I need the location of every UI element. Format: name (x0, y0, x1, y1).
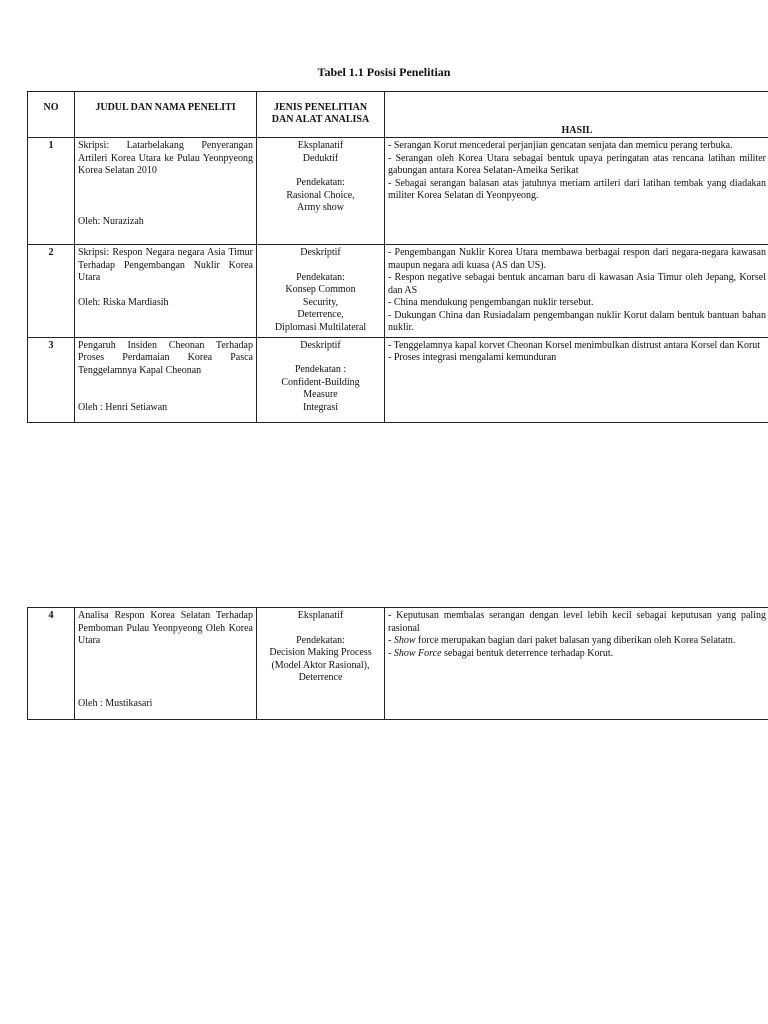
approach-line: (Model Aktor Rasional), (271, 659, 370, 671)
result-point: - Serangan Korut mencederai perjanjian gencatan senjata dan memicu perang terbuka. (388, 140, 733, 151)
result-text: sebagai bentuk deterrence terhadap Korut. (441, 647, 614, 659)
header-jenis (257, 92, 385, 138)
table-header-row (28, 92, 768, 138)
research-title: Analisa Respon Korea Selatan Terhadap Pemboman Pulau Yeonpyeong Oleh Korea Utara (78, 610, 253, 646)
result-point: - Tenggelamnya kapal korvet Cheonan Korsel menimbulkan distrust antara Korsel dan Korut (388, 339, 761, 351)
italic-term: Show Force (393, 647, 442, 659)
author: Oleh : Mustikasari (78, 697, 153, 709)
header-jenis-line1: JENIS PENELITIAN (273, 102, 368, 113)
table-row (28, 608, 768, 720)
table-row (28, 138, 768, 245)
author: Oleh: Riska Mardiasih (78, 296, 169, 308)
header-jenis-line2: DAN ALAT ANALISA (271, 113, 370, 125)
title-author-cell (75, 337, 257, 422)
approach-line: Measure (303, 389, 338, 400)
research-title: Skripsi: Respon Negara negara Asia Timur Terhadap Pengembangan Nuklir Korea Utara (78, 247, 253, 283)
approach-line: Confident-Building (281, 376, 360, 388)
result-point: - Show force merupakan bagian dari paket balasan yang diberikan oleh Korea Selatatn. (388, 635, 736, 646)
approach-label: Pendekatan: (296, 271, 345, 283)
approach-line: Konsep Common (285, 284, 356, 295)
result-point: - Proses integrasi mengalami kemunduran (388, 352, 557, 363)
author: Oleh : Henri Setiawan (78, 402, 168, 413)
title-author-cell (75, 245, 257, 338)
result-text: force merupakan bagian dari paket balasan yang diberikan oleh Korea Selatatn. (415, 635, 736, 646)
row-number: 2 (28, 245, 75, 338)
result-point: - China mendukung pengembangan nuklir tersebut. (388, 297, 594, 308)
method-cell (257, 608, 385, 720)
approach-line: Deterrence, (297, 309, 344, 320)
approach-line: Integrasi (303, 401, 338, 413)
italic-term: Show (393, 635, 416, 646)
research-type: Deskriptif (300, 247, 341, 258)
result-point: - Respon negative sebagai bentuk ancaman baru di kawasan Asia Timur oleh Jepang, Korsel dan AS (388, 272, 766, 296)
table-row (28, 245, 768, 338)
approach-line: Rasional Choice, (286, 189, 355, 201)
result-cell (385, 337, 768, 422)
title-author-cell (75, 608, 257, 720)
research-type: Deskriptif (300, 339, 341, 351)
research-type: Eksplanatif (297, 140, 344, 151)
row-number: 4 (28, 608, 75, 720)
result-point: - Show Force sebagai bentuk deterrence terhadap Korut. (388, 647, 614, 659)
method-cell (257, 245, 385, 338)
research-type: Eksplanatif (297, 610, 344, 621)
result-cell (385, 138, 768, 245)
method-cell (257, 337, 385, 422)
row-number: 1 (28, 138, 75, 245)
result-point: - Dukungan China dan Rusiadalam pengembangan nuklir Korut dalam bentuk bantuan bahan nuklir. (388, 309, 766, 333)
research-title: Pengaruh Insiden Cheonan Terhadap Proses Perdamaian Korea Pasca Tenggelamnya Kapal Cheonan (78, 339, 253, 376)
approach-line: Deterrence (298, 672, 343, 683)
approach-line: Security, (302, 296, 339, 308)
table-row (28, 337, 768, 422)
research-title: Skripsi: Latarbelakang Penyerangan Artileri Korea Utara ke Pulau Yeonpyeong Korea Selatan 2010 (78, 140, 253, 176)
header-hasil: HASIL (385, 92, 768, 138)
approach-label: Pendekatan : (294, 364, 347, 375)
header-no: NO (28, 92, 75, 138)
approach-line: Army show (297, 202, 344, 213)
result-point: - Sebagai serangan balasan atas jatuhnya meriam artileri dari latihan tembak yang diadakan militer Korea Selatan di Yeonpyeong. (388, 177, 766, 201)
research-type-2: Deduktif (302, 152, 339, 164)
row-number: 3 (28, 337, 75, 422)
table-title: Tabel 1.1 Posisi Penelitian (317, 65, 451, 79)
approach-line: Diplomasi Multilateral (274, 321, 367, 333)
result-cell (385, 245, 768, 338)
title-author-cell (75, 138, 257, 245)
method-cell (257, 138, 385, 245)
result-point: - Serangan oleh Korea Utara sebagai bentuk upaya peringatan atas rencana latihan militer gabungan antara Korea Selatan-Ameika Serikat (388, 152, 766, 176)
author: Oleh: Nurazizah (78, 215, 144, 227)
approach-label: Pendekatan: (296, 634, 345, 646)
approach-line: Decision Making Process (269, 647, 372, 658)
research-position-table-continued (27, 607, 768, 720)
approach-label: Pendekatan: (296, 177, 345, 188)
result-point: - Pengembangan Nuklir Korea Utara membawa berbagai respon dari negara-negara kawasan maupun negara adi kuasa (AS dan US). (388, 247, 766, 271)
result-cell (385, 608, 768, 720)
research-position-table (27, 91, 768, 423)
result-point: - Keputusan membalas serangan dengan level lebih kecil sebagai keputusan yang paling rasional (388, 610, 766, 634)
header-judul: JUDUL DAN NAMA PENELITI (75, 92, 257, 138)
